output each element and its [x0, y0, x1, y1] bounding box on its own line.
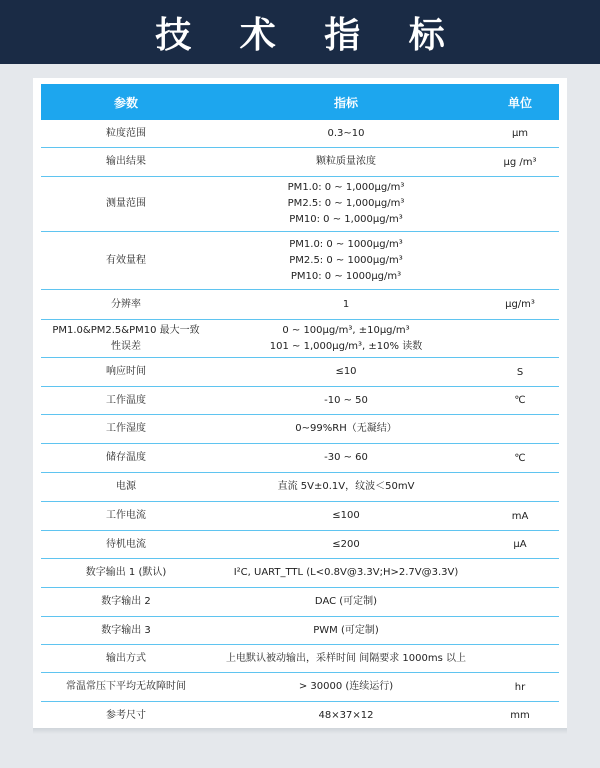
title-banner: [0, 0, 600, 64]
cell-spec: [211, 364, 481, 380]
table-row: [41, 473, 559, 502]
cell-param: [41, 679, 211, 695]
table-row: [41, 444, 559, 473]
table-row: [41, 232, 559, 290]
cell-spec: [211, 450, 481, 466]
cell-param: [41, 421, 211, 437]
cell-param: [41, 364, 211, 380]
table-row: [41, 148, 559, 177]
spec-text: 0 ~ 100μg/m³, ±10μg/m³: [282, 324, 410, 336]
spec-text: 上电默认被动输出，采样时间 间隔要求 1000ms 以上: [226, 652, 466, 664]
spec-table: [33, 78, 567, 728]
param-text: 粒度范围: [106, 127, 146, 139]
cell-spec: [211, 154, 481, 170]
spec-text: 颗粒质量浓度: [316, 156, 376, 167]
spec-text: -30 ~ 60: [324, 452, 368, 463]
spec-text: PM1.0: 0 ~ 1000μg/m³: [289, 238, 403, 250]
cell-spec: [211, 651, 481, 667]
table-row: [41, 588, 559, 617]
param-text: 输出结果: [106, 156, 146, 167]
param-text: 储存温度: [106, 452, 146, 463]
cell-param: [41, 253, 211, 269]
cell-param: [41, 154, 211, 170]
param-text: 电源: [116, 481, 136, 492]
cell-spec: [211, 297, 481, 313]
cell-unit: hr: [514, 681, 526, 693]
cell-spec: [211, 594, 481, 610]
cell-spec: [211, 323, 481, 355]
cell-unit: μg /m³: [503, 156, 537, 168]
table-row: [41, 177, 559, 232]
table-row: [41, 617, 559, 645]
cell-unit: μA: [513, 539, 527, 550]
param-text: 响应时间: [106, 366, 146, 377]
spec-text: 101 ~ 1,000μg/m³, ±10% 读数: [269, 340, 423, 352]
cell-param: [41, 196, 211, 212]
param-text: PM1.0&PM2.5&PM10 最大一致: [52, 324, 200, 336]
param-text: 性误差: [111, 340, 141, 352]
cell-param: [41, 126, 211, 142]
param-text: 数字输出 1 (默认): [85, 567, 167, 578]
cell-param: [41, 323, 211, 355]
table-row: [41, 387, 559, 415]
param-text: 工作湿度: [106, 423, 146, 434]
cell-param: [41, 594, 211, 610]
cell-spec: [211, 708, 481, 724]
cell-unit: ℃: [514, 395, 526, 406]
table-row: [41, 645, 559, 673]
spec-text: PM1.0: 0 ~ 1,000μg/m³: [287, 182, 405, 193]
table-row: [41, 702, 559, 730]
table-row: [41, 290, 559, 320]
cell-unit: μm: [511, 128, 529, 139]
cell-unit: μg/m³: [505, 299, 535, 310]
card-shadow: [33, 728, 567, 734]
cell-unit: mA: [511, 510, 529, 522]
spec-text: ≤200: [332, 538, 360, 550]
spec-text: PM2.5: 0 ~ 1000μg/m³: [289, 254, 403, 266]
cell-spec: [211, 126, 481, 142]
spec-text: 1: [342, 298, 350, 310]
param-text: 分辨率: [111, 298, 141, 310]
table-row: [41, 673, 559, 702]
param-text: 工作温度: [106, 394, 146, 406]
spec-text: I²C, UART_TTL (L<0.8V@3.3V;H>2.7V@3.3V): [233, 567, 459, 578]
table-row: [41, 120, 559, 148]
table-header: [41, 84, 559, 120]
cell-param: [41, 508, 211, 524]
table-row: [41, 415, 559, 444]
spec-text: 直流 5V±0.1V，纹波＜50mV: [277, 481, 415, 492]
table-row: [41, 320, 559, 358]
param-text: 数字输出 3: [101, 624, 151, 636]
spec-text: PWM (可定制): [313, 624, 379, 636]
cell-spec: [211, 180, 481, 228]
spec-text: 0~99%RH（无凝结）: [295, 423, 397, 434]
cell-unit: ℃: [514, 452, 526, 464]
table-body: [41, 120, 559, 730]
table-row: [41, 502, 559, 531]
cell-param: [41, 651, 211, 667]
cell-spec: [211, 623, 481, 639]
param-text: 常温常压下平均无故障时间: [66, 681, 186, 692]
param-text: 参考尺寸: [106, 709, 146, 721]
cell-spec: [211, 537, 481, 553]
spec-text: ≤10: [335, 366, 357, 377]
cell-param: [41, 450, 211, 466]
param-text: 数字输出 2: [101, 596, 151, 607]
cell-spec: [211, 508, 481, 524]
cell-param: [41, 393, 211, 409]
header-spec: 指标: [333, 95, 358, 110]
table-row: [41, 531, 559, 559]
cell-spec: [211, 679, 481, 695]
header-unit: 单位: [507, 95, 532, 110]
spec-text: > 30000 (连续运行): [298, 681, 394, 692]
param-text: 输出方式: [106, 652, 146, 664]
cell-unit: mm: [510, 710, 530, 721]
cell-param: [41, 537, 211, 553]
cell-unit: S: [516, 366, 524, 378]
spec-text: PM10: 0 ~ 1000μg/m³: [290, 270, 402, 282]
table-row: [41, 559, 559, 588]
spec-text: PM2.5: 0 ~ 1,000μg/m³: [287, 198, 405, 209]
cell-spec: [211, 237, 481, 285]
cell-spec: [211, 421, 481, 437]
cell-spec: [211, 393, 481, 409]
cell-param: [41, 623, 211, 639]
spec-text: 0.3~10: [327, 127, 365, 139]
cell-param: [41, 565, 211, 581]
cell-param: [41, 708, 211, 724]
spec-text: PM10: 0 ~ 1,000μg/m³: [289, 214, 403, 225]
param-text: 待机电流: [106, 538, 146, 550]
spec-text: DAC (可定制): [314, 596, 378, 607]
page-title: 技 术 指 标: [155, 14, 463, 56]
cell-spec: [211, 565, 481, 581]
spec-text: ≤100: [332, 510, 360, 521]
table-row: [41, 358, 559, 387]
param-text: 测量范围: [106, 198, 146, 209]
cell-param: [41, 479, 211, 495]
param-text: 工作电流: [106, 510, 146, 521]
header-param: 参数: [113, 95, 138, 110]
cell-param: [41, 297, 211, 313]
cell-spec: [211, 479, 481, 495]
spec-text: 48×37×12: [318, 709, 374, 721]
param-text: 有效量程: [106, 254, 146, 266]
spec-text: -10 ~ 50: [324, 394, 368, 406]
